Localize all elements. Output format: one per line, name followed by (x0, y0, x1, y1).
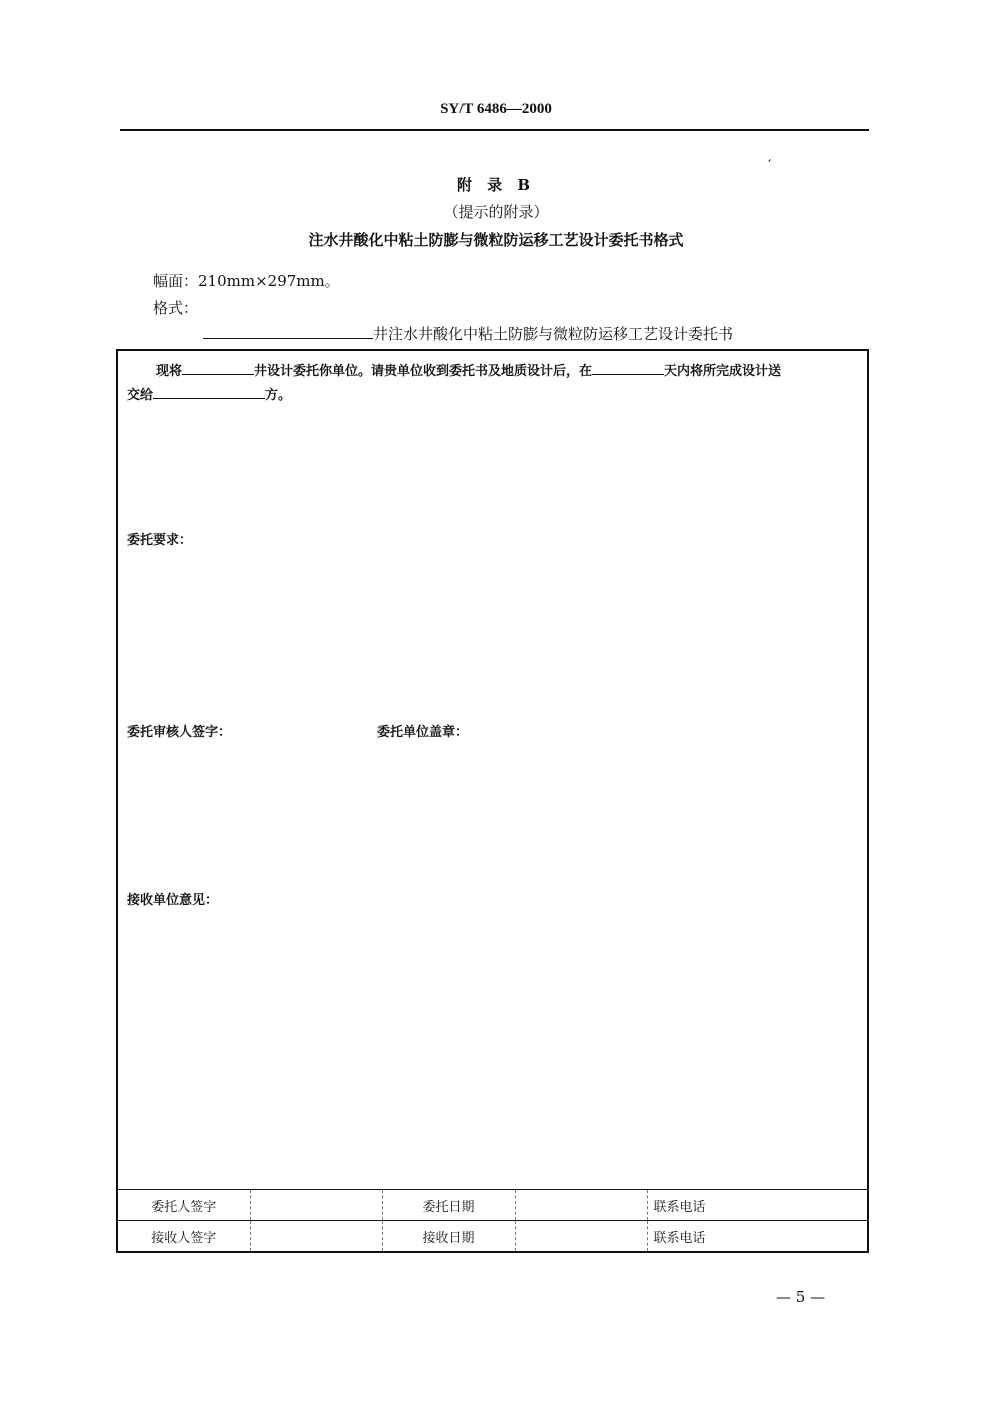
form-title (203, 323, 733, 344)
intro-end: 天内将所完成设计送 (664, 364, 782, 379)
receiving-opinion-label: 接收单位意见： (127, 893, 219, 908)
intro-line-1 (156, 360, 781, 379)
intro2-end: 方。 (265, 388, 292, 403)
format-line: 格式： (153, 299, 199, 317)
form-title-text: 井注水井酸化中粘土防膨与微粒防运移工艺设计委托书 (373, 325, 734, 343)
entrusting-seal-label: 委托单位盖章： (377, 725, 469, 740)
stray-mark: ′ (768, 158, 772, 174)
well-blank[interactable] (182, 360, 254, 375)
label-cell: 联系电话 (647, 1190, 779, 1221)
input-cell[interactable] (250, 1221, 382, 1252)
intro-prefix: 现将 (156, 364, 183, 379)
well-name-blank[interactable] (203, 324, 373, 339)
appendix-subtitle: （提示的附录） (443, 203, 549, 221)
commission-form (116, 349, 869, 1253)
label-cell: 接收人签字 (118, 1221, 250, 1252)
input-cell[interactable] (250, 1190, 382, 1221)
page-number: — 5 — (776, 1288, 826, 1306)
label-cell: 联系电话 (647, 1221, 779, 1252)
input-cell[interactable] (515, 1221, 647, 1252)
page-size-line: 幅面：210mm×297mm。 (153, 272, 340, 290)
input-cell[interactable] (515, 1190, 647, 1221)
intro-mid: 井设计委托你单位。请贵单位收到委托书及地质设计后，在 (254, 364, 593, 379)
input-cell[interactable] (779, 1190, 867, 1221)
standard-code: SY/T 6486—2000 (440, 101, 552, 117)
recipient-blank[interactable] (153, 384, 265, 399)
days-blank[interactable] (592, 360, 664, 375)
appendix-title: 附 录 B (456, 176, 536, 194)
label-cell: 接收日期 (382, 1221, 515, 1252)
signature-table (118, 1189, 867, 1251)
reviewer-signature-label: 委托审核人签字： (127, 725, 232, 740)
label-cell: 委托人签字 (118, 1190, 250, 1221)
requirements-label: 委托要求： (127, 533, 193, 548)
input-cell[interactable] (779, 1221, 867, 1252)
header-rule (120, 129, 869, 131)
intro-line-2 (127, 384, 291, 403)
appendix-heading: 注水井酸化中粘土防膨与微粒防运移工艺设计委托书格式 (308, 231, 684, 249)
table-row (118, 1221, 867, 1252)
label-cell: 委托日期 (382, 1190, 515, 1221)
intro2-prefix: 交给 (127, 388, 154, 403)
table-row (118, 1190, 867, 1221)
